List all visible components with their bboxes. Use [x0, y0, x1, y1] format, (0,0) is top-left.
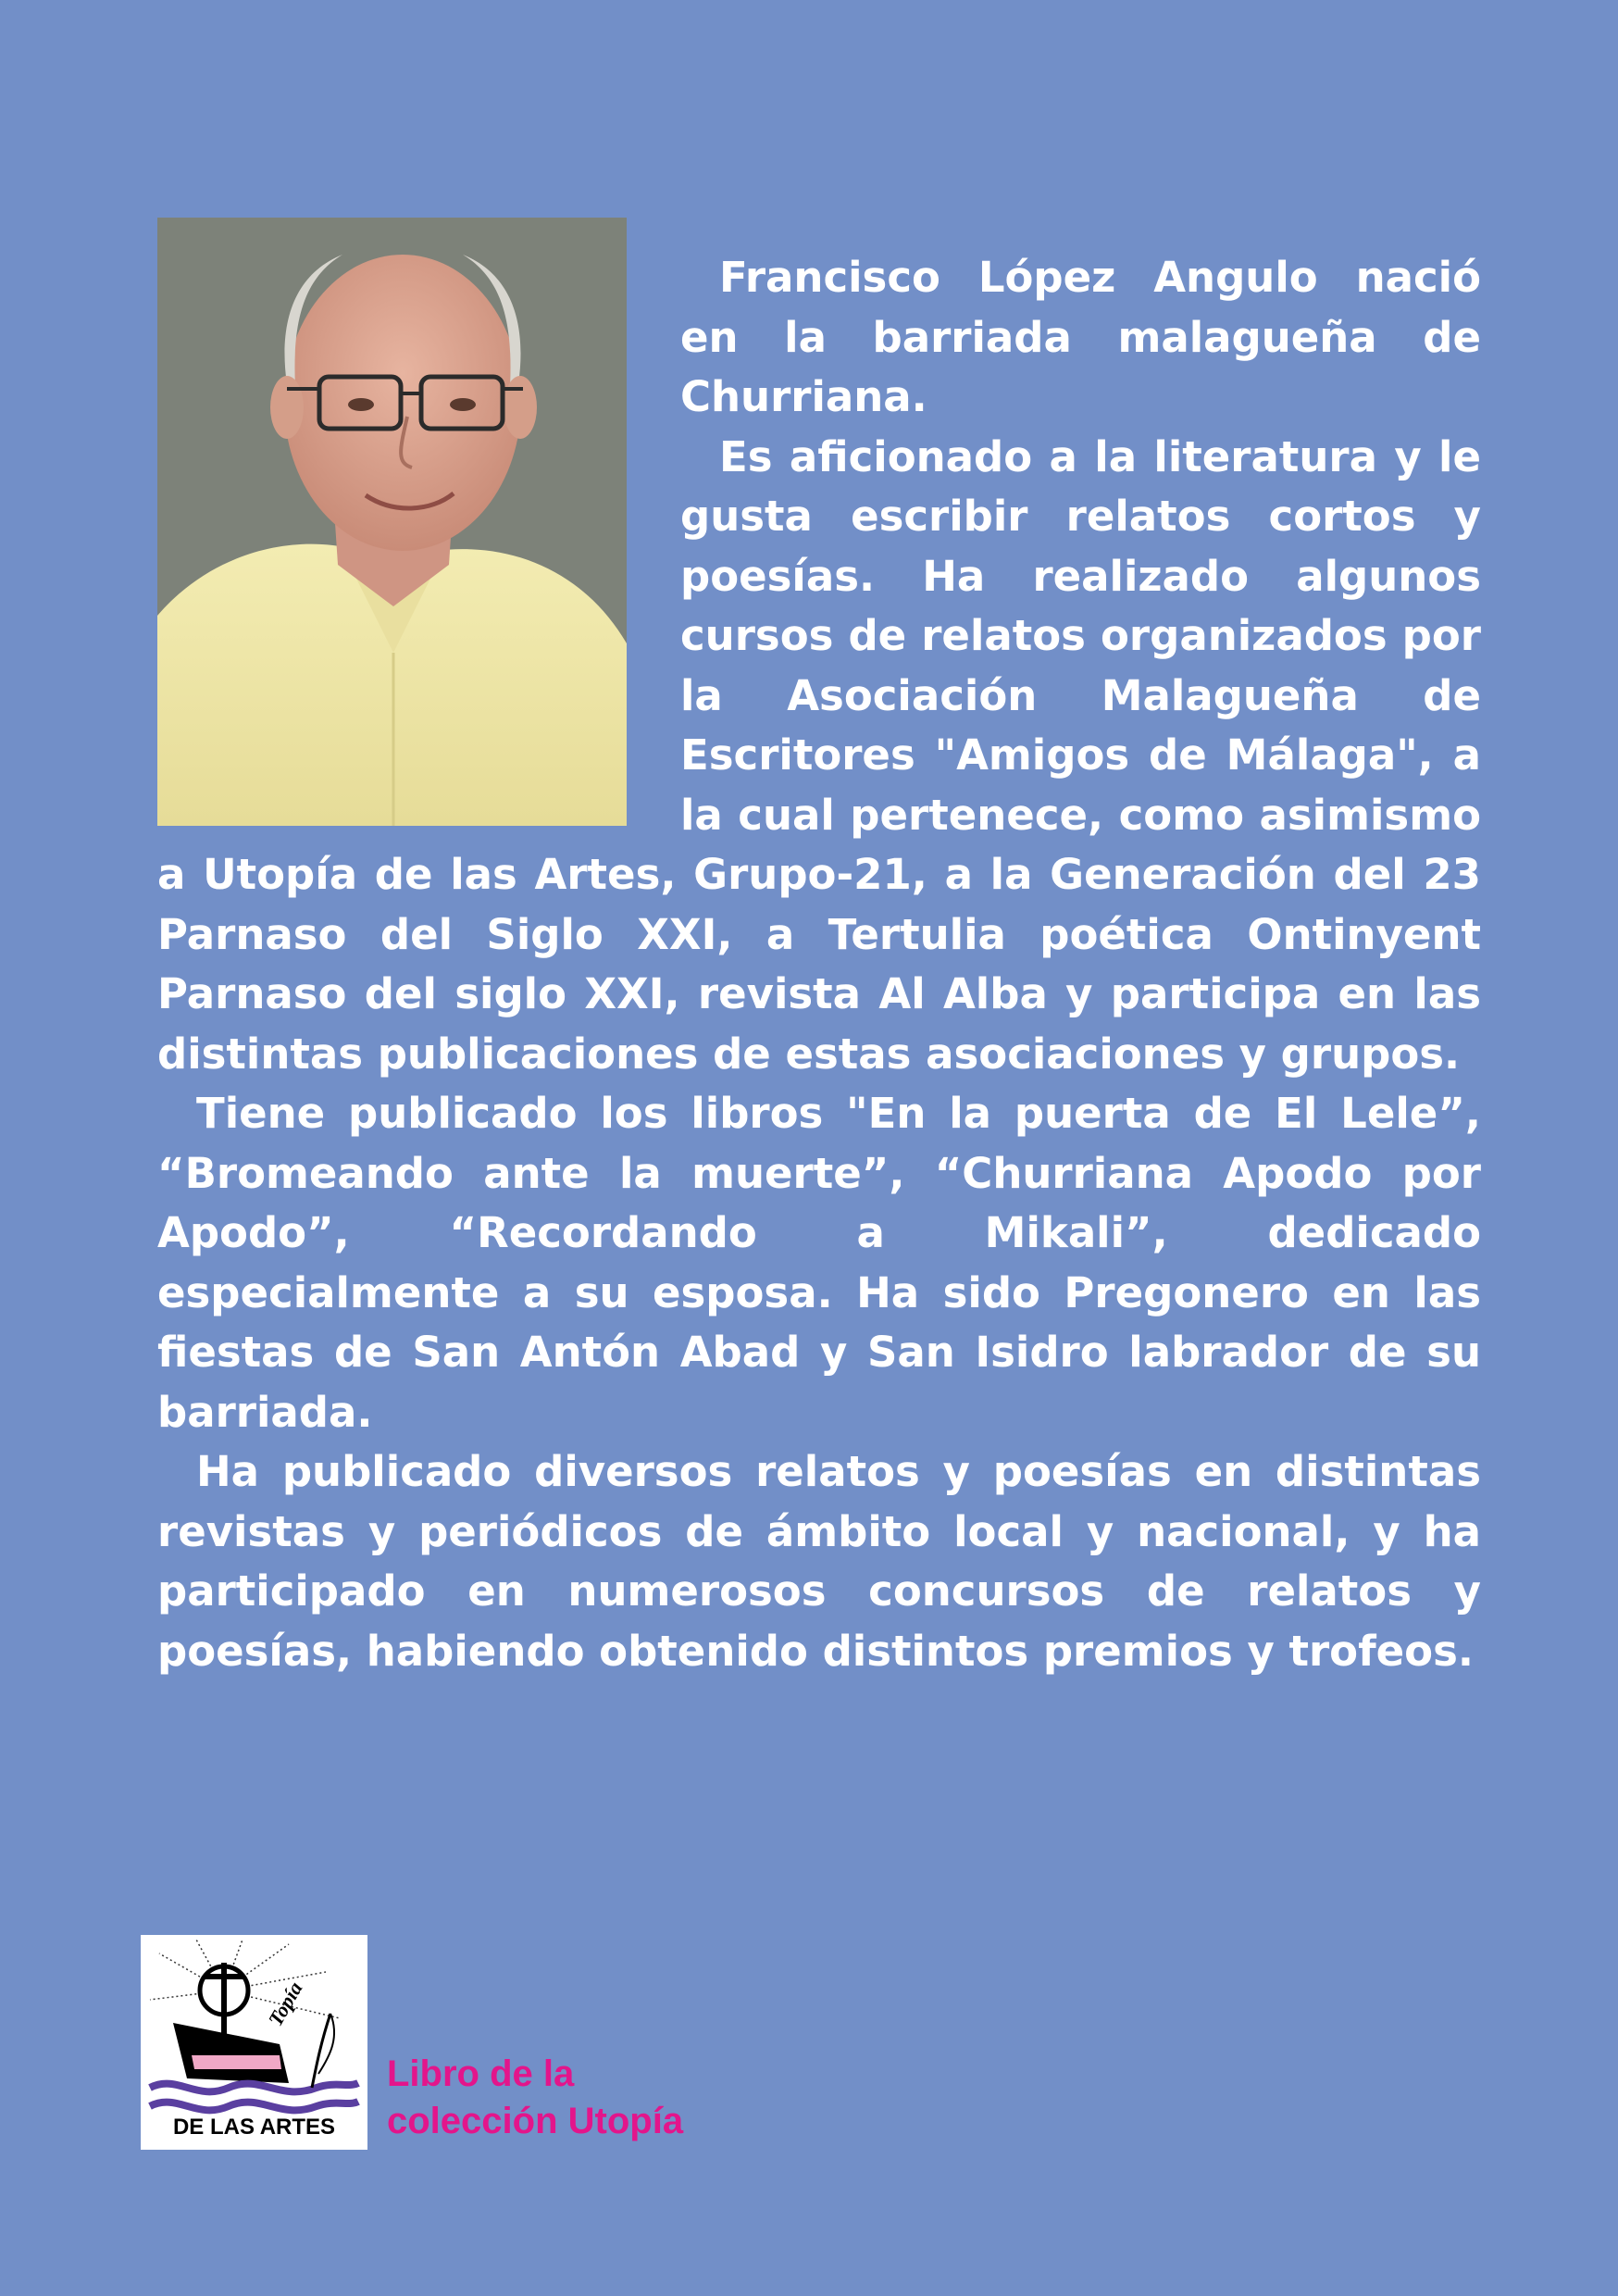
collection-line-2: colección Utopía: [387, 2101, 684, 2141]
collection-line-1: Libro de la: [387, 2053, 575, 2094]
bio-paragraph: Francisco López Angulo nació en la barriada malagueña de Churriana.: [680, 253, 1481, 421]
bio-paragraph: Es aficionado a la literatura y le gusta escribir relatos cortos y poesías. Ha realizado algunos cursos de relatos organizados por la Asociación Malagueña de Escritores "Amigos de Málaga", a la cual pertenece, como asimismo a Utopía de las Artes, Grupo-21, a la Generación del 23 Parnaso del Siglo XXI, a Tertulia poética Ontinyent Parnaso del siglo XXI, revista Al Alba y participa en las distintas publicaciones de estas asociaciones y grupos.: [157, 431, 1481, 1079]
photo-wrap-spacer: [157, 248, 680, 831]
logo-caption: DE LAS ARTES: [172, 2115, 336, 2140]
author-bio: [157, 248, 1481, 1681]
collection-note: [387, 2051, 683, 2145]
logo-wordmark: Topía: [263, 1978, 307, 2030]
utopia-logo: [141, 1935, 367, 2150]
bio-paragraph: Tiene publicado los libros "En la puerta de El Lele”, “Bromeando ante la muerte”, “Churriana Apodo por Apodo”, “Recordando a Mikali”, dedicado especialmente a su esposa. Ha sido Pregonero en las fiestas de San Antón Abad y San Isidro labrador de su barriada.: [157, 1089, 1481, 1437]
bio-paragraph: Ha publicado diversos relatos y poesías en distintas revistas y periódicos de ámbito local y nacional, y ha participado en numerosos concursos de relatos y poesías, habiendo obtenido distintos premios y trofeos.: [157, 1447, 1481, 1676]
